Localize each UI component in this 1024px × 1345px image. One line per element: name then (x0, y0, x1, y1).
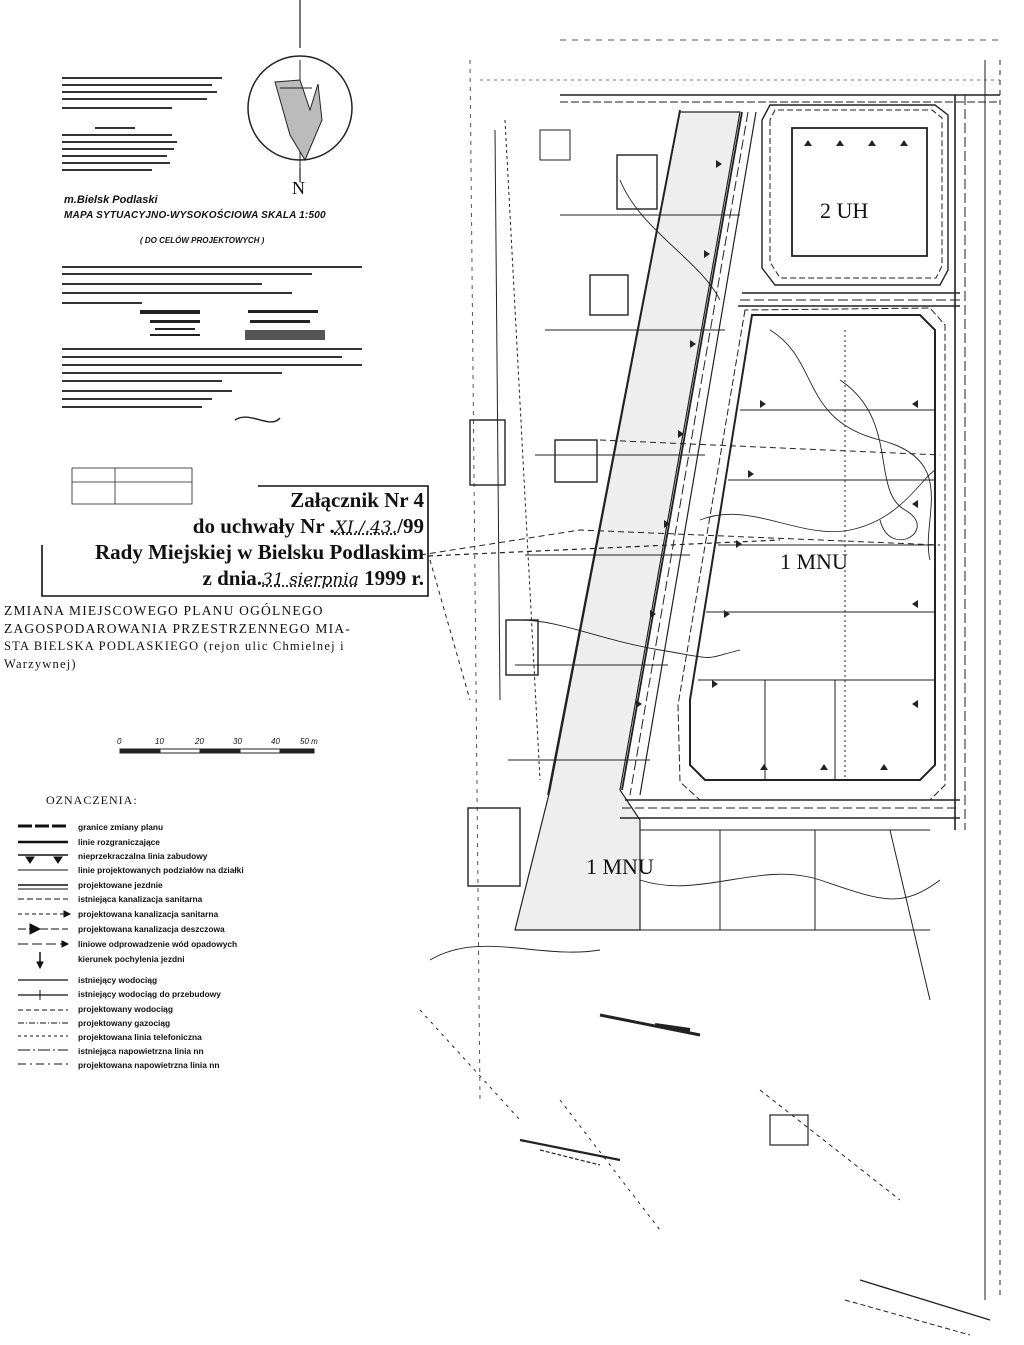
setback-marker (760, 400, 766, 408)
north-arrow (248, 0, 352, 182)
road-outline-uh-inner (770, 110, 942, 278)
legend-item: projektowana kanalizacja sanitarna (78, 909, 219, 919)
road-fragment (420, 1010, 520, 1120)
resolution-box (42, 486, 428, 596)
legend-item: projektowana napowietrzna linia nn (78, 1060, 220, 1070)
setback-marker (912, 600, 918, 608)
plan-title-line: STA BIELSKA PODLASKIEGO (rejon ulic Chmielnej i (4, 639, 345, 653)
road-outline-uh (762, 105, 948, 285)
scale-tick: 0 (117, 737, 122, 746)
map-purpose: ( DO CELÓW PROJEKTOWYCH ) (140, 236, 265, 245)
legend-item: projektowany wodociąg (78, 1004, 173, 1014)
setback-marker (748, 470, 754, 478)
road-fragment (540, 1150, 600, 1165)
legend-item: linie projektowanych podziałów na działki (78, 865, 244, 875)
legend-item: istniejący wodociąg do przebudowy (78, 989, 221, 999)
utility-line (430, 560, 470, 700)
setback-marker (880, 764, 888, 770)
setback-marker (804, 140, 812, 146)
map-city-label: m.Bielsk Podlaski (64, 194, 158, 206)
setback-marker (900, 140, 908, 146)
plan-title-line: ZAGOSPODAROWANIA PRZESTRZENNEGO MIA- (4, 621, 351, 636)
setback-marker (912, 500, 918, 508)
setback-marker (868, 140, 876, 146)
plan-title-line: ZMIANA MIEJSCOWEGO PLANU OGÓLNEGO (4, 603, 324, 618)
setback-marker (636, 700, 642, 708)
legend-item: istniejący wodociąg (78, 975, 158, 985)
contour-line (640, 874, 940, 899)
setback-marker (836, 140, 844, 146)
scale-tick: 10 (155, 737, 164, 746)
plan-title-line: Warzywnej) (4, 657, 77, 671)
utility-line (420, 530, 940, 555)
building (540, 130, 570, 160)
setback-marker (912, 700, 918, 708)
zone-block-uh (792, 128, 927, 256)
map-edge-line (470, 60, 480, 1100)
resolution-handwritten-date: 31 sierpnia (262, 570, 359, 590)
road-fragment (655, 1025, 690, 1030)
setback-marker (760, 764, 768, 770)
setback-marker (724, 610, 730, 618)
building (617, 155, 657, 209)
building (470, 420, 505, 485)
legend-item: projektowana kanalizacja deszczowa (78, 924, 225, 934)
scale-bar (120, 749, 314, 753)
zone-label-mnu-east: 1 MNU (780, 549, 848, 574)
resolution-date: z dnia.31 sierpnia 1999 r. (202, 566, 424, 590)
contour-line (770, 330, 931, 560)
map-title: MAPA SYTUACYJNO-WYSOKOŚCIOWA SKALA 1:500 (64, 210, 326, 221)
attachment-number: Załącznik Nr 4 (290, 488, 424, 512)
scale-tick: 50 m (300, 737, 318, 746)
parcel-line (505, 120, 540, 780)
legend-item: liniowe odprowadzenie wód opadowych (78, 939, 238, 949)
legend-item: projektowany gazociąg (78, 1018, 171, 1028)
scale-tick: 30 (233, 737, 242, 746)
setback-marker (712, 680, 718, 688)
resolution-handwritten-number: XI./.43. (334, 518, 398, 538)
building (555, 440, 597, 482)
contour-line (430, 946, 600, 960)
zone-label-mnu-south: 1 MNU (586, 854, 654, 879)
legend-item: projektowana linia telefoniczna (78, 1032, 202, 1042)
resolution-number: do uchwały Nr .XI./.43./99 (192, 514, 424, 538)
legend-item: istniejąca kanalizacja sanitarna (78, 894, 203, 904)
plot-division (890, 830, 930, 1000)
setback-marker (820, 764, 828, 770)
setback-marker (912, 400, 918, 408)
north-label: N (292, 178, 305, 198)
building (770, 1115, 808, 1145)
scale-tick: 20 (195, 737, 204, 746)
road-fragment (560, 1100, 660, 1230)
setback-marker (736, 540, 742, 548)
contour-line (840, 380, 917, 540)
legend-item: nieprzekraczalna linia zabudowy (78, 851, 208, 861)
zone-label-uh: 2 UH (820, 198, 869, 223)
legend-item: linie rozgraniczające (78, 837, 160, 847)
legend-item: istniejąca napowietrzna linia nn (78, 1046, 204, 1056)
scale-tick: 40 (271, 737, 280, 746)
road-fragment (860, 1280, 990, 1320)
zone-block-mnu (690, 315, 935, 780)
legend-item: kierunek pochylenia jezdni (78, 954, 185, 964)
legend-item: granice zmiany planu (78, 822, 164, 832)
plot-strip (515, 112, 740, 930)
contour-line (700, 470, 935, 532)
legend-item: projektowane jezdnie (78, 880, 163, 890)
council-name: Rady Miejskiej w Bielsku Podlaskim (94, 540, 424, 564)
building (468, 808, 520, 886)
parcel-line (495, 130, 500, 700)
road-fragment (600, 1015, 700, 1035)
road-fragment (845, 1300, 970, 1335)
legend-symbols (18, 826, 70, 1064)
legend-heading: OZNACZENIA: (46, 793, 138, 807)
building (590, 275, 628, 315)
